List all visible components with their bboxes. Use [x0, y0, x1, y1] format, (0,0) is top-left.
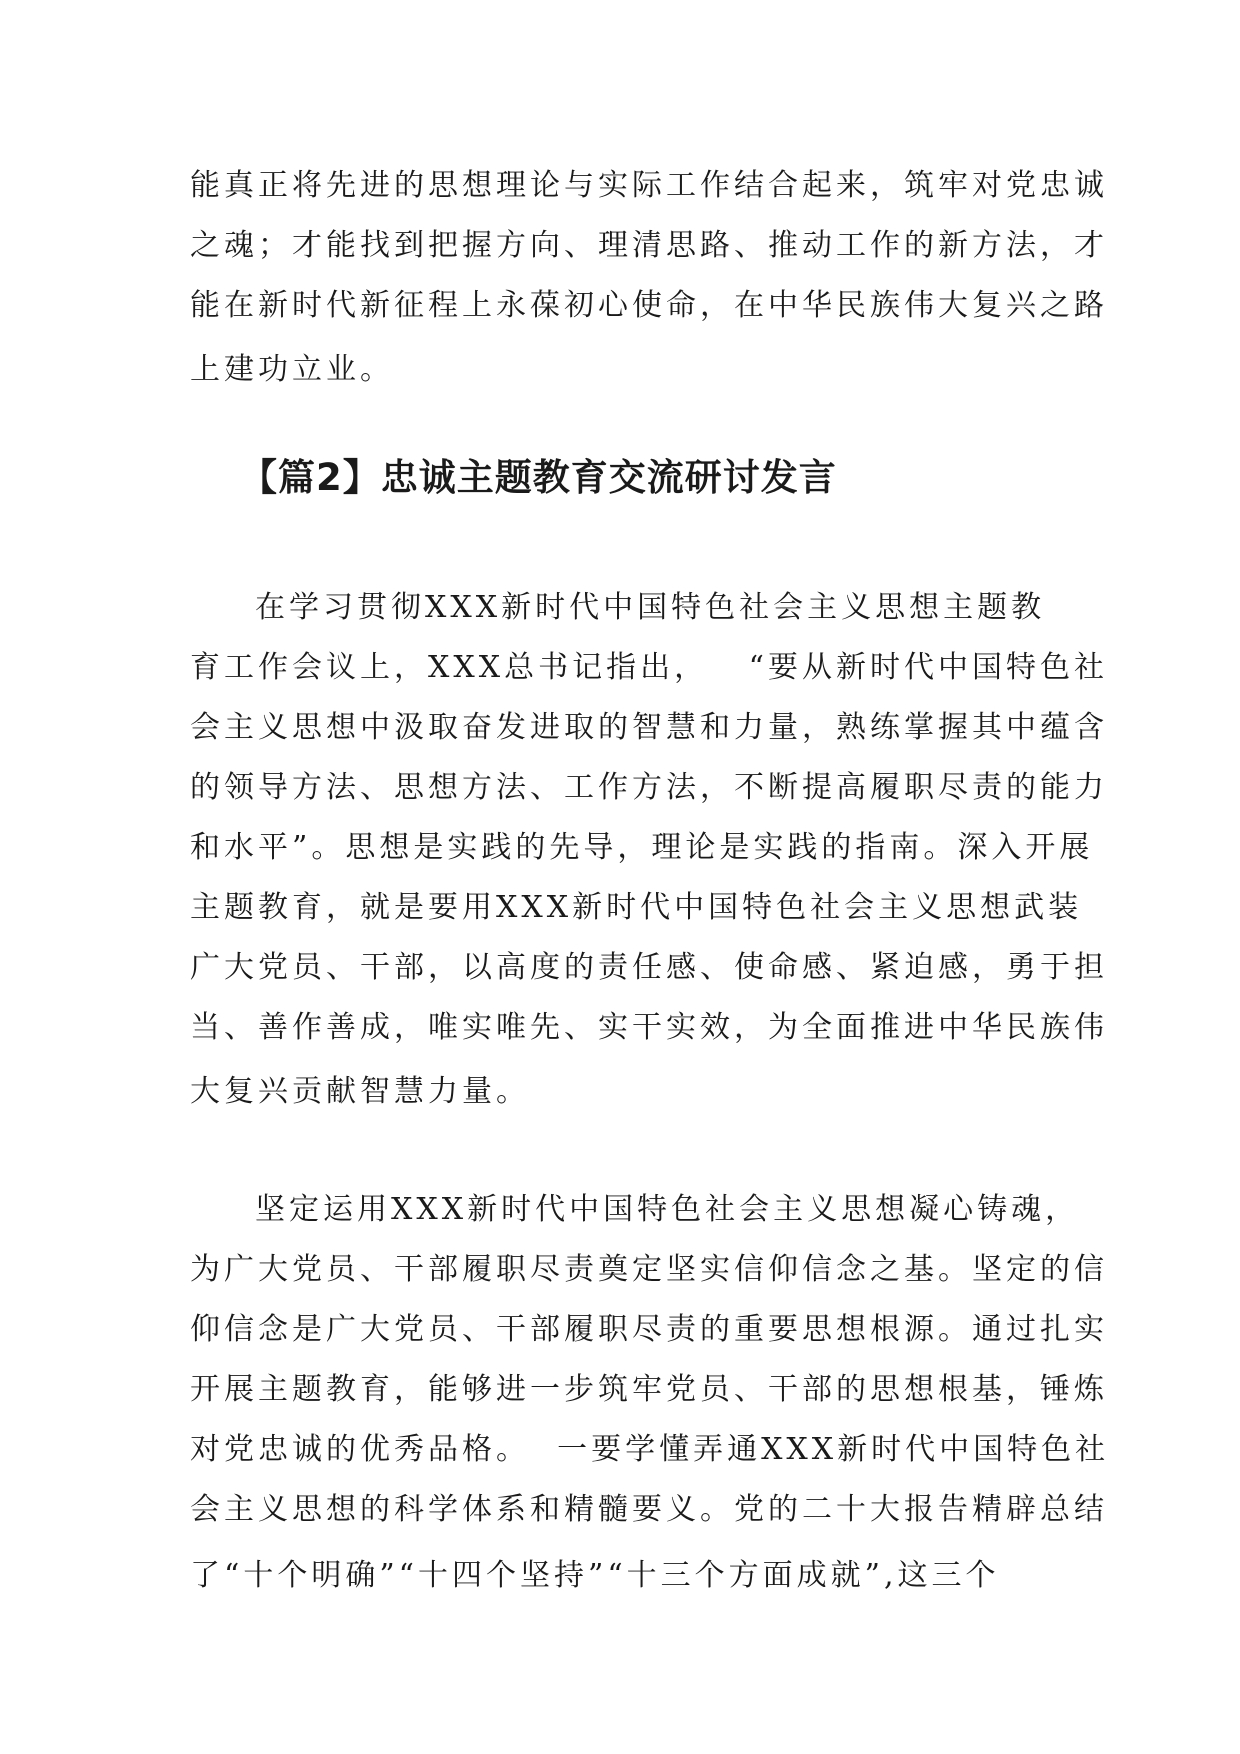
paragraph-line: 能在新时代新征程上永葆初心使命，在中华民族伟大复兴之路 [190, 288, 1108, 323]
paragraph-line: 之魂；才能找到把握方向、理清思路、推动工作的新方法，才 [190, 228, 1108, 263]
paragraph-line: 当、善作善成，唯实唯先、实干实效，为全面推进中华民族伟 [190, 1010, 1108, 1045]
paragraph-line: 会主义思想的科学体系和精髓要义。党的二十大报告精辟总结 [190, 1492, 1108, 1527]
paragraph-line: 的领导方法、思想方法、工作方法，不断提高履职尽责的能力 [190, 770, 1108, 805]
paragraph-line: 在学习贯彻XXX新时代中国特色社会主义思想主题教 [255, 590, 1046, 625]
paragraph-line: 广大党员、干部，以高度的责任感、使命感、紧迫感，勇于担 [190, 950, 1108, 985]
paragraph-line: 会主义思想中汲取奋发进取的智慧和力量，熟练掌握其中蕴含 [190, 710, 1108, 745]
paragraph-line: 上建功立业。 [190, 352, 394, 387]
paragraph-line: 仰信念是广大党员、干部履职尽责的重要思想根源。通过扎实 [190, 1312, 1108, 1347]
paragraph-line: 开展主题教育，能够进一步筑牢党员、干部的思想根基，锤炼 [190, 1372, 1108, 1407]
section-title: 【篇2】忠诚主题教育交流研讨发言 [240, 456, 837, 499]
paragraph-line: 对党忠诚的优秀品格。 一要学懂弄通XXX新时代中国特色社 [190, 1432, 1110, 1467]
paragraph-line: 为广大党员、干部履职尽责奠定坚实信仰信念之基。坚定的信 [190, 1252, 1108, 1287]
paragraph-line: 和水平”。思想是实践的先导，理论是实践的指南。深入开展 [190, 830, 1094, 865]
paragraph-line: 了“十个明确”“十四个坚持”“十三个方面成就”,这三个 [190, 1558, 1000, 1593]
paragraph-line: 大复兴贡献智慧力量。 [190, 1074, 530, 1109]
paragraph-line: 坚定运用XXX新时代中国特色社会主义思想凝心铸魂， [255, 1192, 1080, 1227]
paragraph-line: 能真正将先进的思想理论与实际工作结合起来，筑牢对党忠诚 [190, 168, 1108, 203]
paragraph-line: 育工作会议上，XXX总书记指出， “要从新时代中国特色社 [190, 650, 1109, 685]
paragraph-line: 主题教育，就是要用XXX新时代中国特色社会主义思想武装 [190, 890, 1083, 925]
